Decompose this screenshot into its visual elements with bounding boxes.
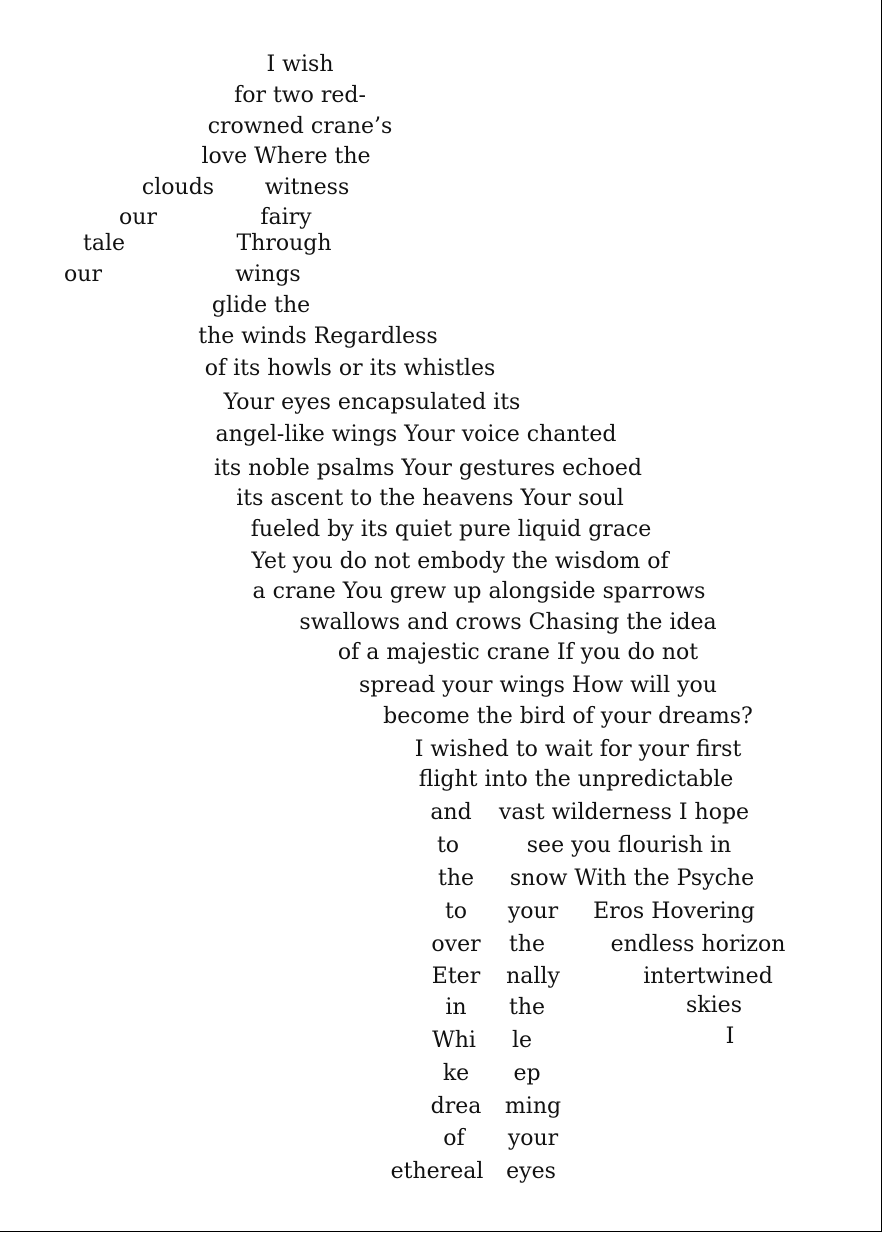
poem-line: witness bbox=[264, 175, 350, 200]
poem-line: snow With the Psyche bbox=[509, 866, 755, 891]
poem-line: wings bbox=[235, 262, 301, 287]
poem-line: swallows and crows Chasing the idea bbox=[299, 610, 717, 635]
poem-line: flight into the unpredictable bbox=[418, 767, 734, 792]
poem-line: I wished to wait for your first bbox=[414, 737, 742, 762]
poem-line: to bbox=[436, 833, 460, 858]
poem-line: vast wilderness I hope bbox=[498, 800, 750, 825]
poem-line: the winds Regardless bbox=[198, 324, 438, 349]
poem-line: I bbox=[725, 1024, 735, 1049]
poem-line: see you flourish in bbox=[526, 833, 732, 858]
poem-line: spread your wings How will you bbox=[359, 673, 717, 698]
poem-line: to bbox=[444, 899, 468, 924]
poem-line: of its howls or its whistles bbox=[204, 356, 496, 381]
poem-line: Eter bbox=[431, 964, 481, 989]
poem-line: drea bbox=[430, 1094, 482, 1119]
poem-line: the bbox=[508, 995, 546, 1020]
poem-line: its ascent to the heavens Your soul bbox=[236, 486, 624, 511]
poem-line: our bbox=[64, 262, 102, 287]
poem-line: and bbox=[430, 800, 472, 825]
poem-line: Your eyes encapsulated its bbox=[223, 390, 521, 415]
poem-line: tale bbox=[82, 231, 126, 256]
poem-line: its noble psalms Your gestures echoed bbox=[214, 456, 642, 481]
poem-line: I wish bbox=[266, 52, 334, 77]
poem-line: Through bbox=[236, 231, 332, 256]
poem-line: Yet you do not embody the wisdom of bbox=[251, 549, 669, 574]
poem-line: Whi bbox=[432, 1028, 476, 1053]
poem-line: clouds bbox=[141, 175, 215, 200]
poem-line: over bbox=[431, 932, 481, 957]
poem-line: ke bbox=[442, 1061, 470, 1086]
poem-line: intertwined bbox=[643, 964, 773, 989]
poem-line: nally bbox=[506, 964, 560, 989]
poem-line: Eros Hovering bbox=[593, 899, 755, 924]
poem-line: of bbox=[443, 1126, 465, 1151]
poem-line: glide the bbox=[211, 293, 311, 318]
poem-line: ep bbox=[513, 1061, 541, 1086]
poem-line: le bbox=[511, 1028, 533, 1053]
poem-line: angel-like wings Your voice chanted bbox=[215, 422, 617, 447]
poem-line: ming bbox=[504, 1094, 562, 1119]
poem-line: for two red- bbox=[234, 83, 366, 108]
poem-line: crowned crane’s bbox=[207, 114, 393, 139]
poem-line: our bbox=[119, 205, 157, 230]
poem-line: skies bbox=[686, 993, 742, 1018]
poem-line: the bbox=[508, 932, 546, 957]
poem-line: eyes bbox=[506, 1159, 556, 1184]
poem-line: fairy bbox=[260, 205, 312, 230]
poem-line: of a majestic crane If you do not bbox=[337, 640, 699, 665]
poem-line: endless horizon bbox=[610, 932, 786, 957]
poem-line: the bbox=[437, 866, 475, 891]
poem-line: ethereal bbox=[390, 1159, 484, 1184]
poem-line: become the bird of your dreams? bbox=[383, 704, 753, 729]
poem-line: your bbox=[507, 899, 559, 924]
poem-line: your bbox=[507, 1126, 559, 1151]
poem-line: in bbox=[445, 995, 467, 1020]
poem-line: fueled by its quiet pure liquid grace bbox=[250, 517, 652, 542]
poem-line: love Where the bbox=[201, 144, 371, 169]
poem-line: a crane You grew up alongside sparrows bbox=[252, 579, 706, 604]
